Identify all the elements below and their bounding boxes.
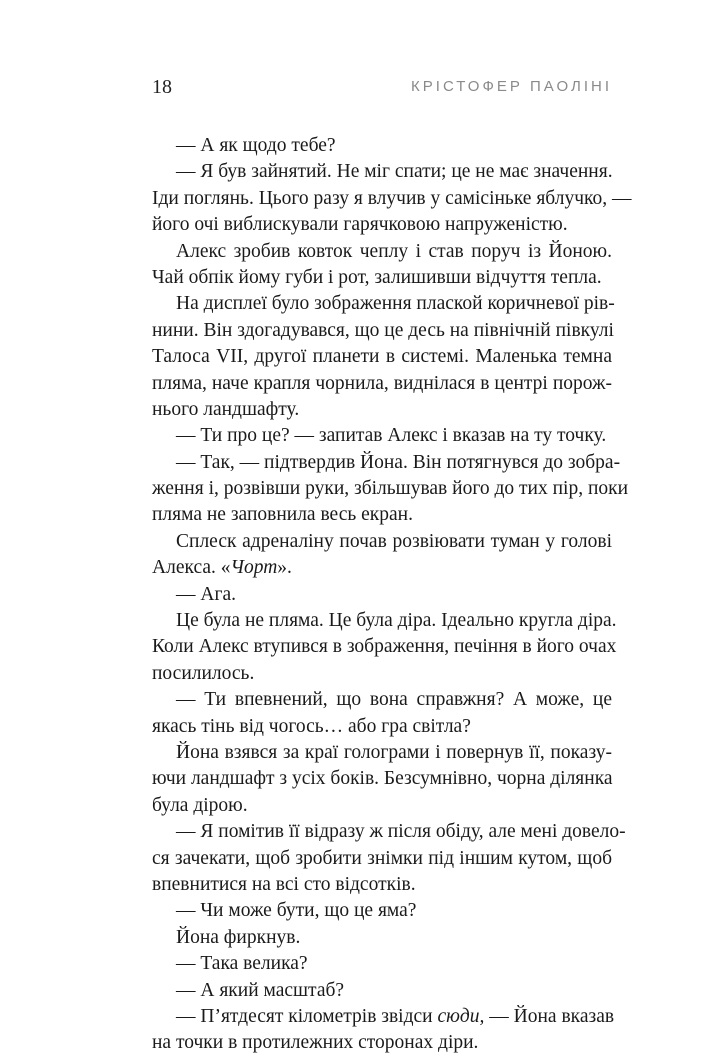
text-line: — Ти про це? — запитав Алекс і вказав на ту точку.: [176, 425, 607, 447]
text-segment: ».: [277, 557, 292, 579]
text-line: Алекс зробив ковток чеплу і став поруч із Йоною.: [176, 240, 612, 262]
text-line: його очі виблискували гарячковою напруженістю.: [152, 214, 568, 236]
text-line: була дірою.: [152, 794, 248, 816]
text-line: — А який масштаб?: [176, 979, 345, 1001]
text-segment: Алекса. «: [152, 557, 231, 579]
text-line: — Я помітив її відразу ж після обіду, але мені довело-: [176, 821, 626, 843]
text-line: Йона взявся за краї голограми і повернув її, показу-: [176, 741, 612, 763]
text-segment: — П’ятдесят кілометрів звідси: [176, 1005, 438, 1027]
text-line: — Так, — підтвердив Йона. Він потягнувся до зобра-: [176, 451, 621, 473]
text-line: Йона фиркнув.: [176, 926, 301, 948]
text-line: ючи ландшафт з усіх боків. Безсумнівно, чорна ділянка: [152, 768, 613, 790]
text-line: Коли Алекс втупився в зображення, печіння в його очах: [152, 636, 617, 658]
text-line: на точки в протилежних сторонах діри.: [152, 1032, 479, 1054]
text-line: — Така велика?: [176, 953, 308, 975]
text-line: — А як щодо тебе?: [176, 135, 336, 156]
running-head: [152, 76, 612, 102]
text-line: нього ландшафту.: [152, 398, 300, 420]
text-line: [152, 1004, 615, 1030]
text-line: впевнитися на всі сто відсотків.: [152, 873, 416, 895]
book-author-header: КРІСТОФЕР ПАОЛІНІ: [411, 78, 612, 95]
page-number: 18: [152, 76, 172, 98]
text-line: — Чи може бути, що це яма?: [176, 900, 417, 922]
text-line: На дисплеї було зображення плаской коричневої рів-: [176, 293, 615, 315]
text-line: якась тінь від чогось… або гра світла?: [152, 715, 471, 737]
text-line: — Ага.: [176, 583, 236, 605]
text-line: Талоса VII, другої планети в системі. Маленька темна: [152, 346, 612, 368]
text-line: пляма не заповнила весь екран.: [152, 504, 413, 526]
text-line: ся зачекати, щоб зробити знімки під іншим кутом, щоб: [152, 847, 612, 869]
text-line: — Ти впевнений, що вона справжня? А може, це: [176, 689, 612, 711]
italic-word: сюди,: [437, 1005, 485, 1027]
text-line: пляма, наче крапля чорнила, виднілася в центрі порож-: [152, 372, 612, 394]
italic-word: Чорт: [230, 557, 278, 579]
text-line: — Я був зайнятий. Не міг спати; це не має значення.: [176, 161, 613, 183]
text-line: Сплеск адреналіну почав розвіювати туман у голові: [176, 530, 612, 552]
text-line: нини. Він здогадувався, що це десь на північній півкулі: [152, 319, 614, 341]
text-line: [152, 555, 612, 581]
text-line: ження і, розвівши руки, збільшував його до тих пір, поки: [152, 478, 629, 500]
text-line: посилилось.: [152, 662, 255, 684]
text-line: Чай обпік йому губи і рот, залишивши відчуття тепла.: [152, 266, 602, 288]
text-line: Іди поглянь. Цього разу я влучив у самісіньке яблучко, —: [152, 187, 632, 209]
text-line: Це була не пляма. Це була діра. Ідеально кругла діра.: [176, 610, 617, 632]
text-segment: — Йона вказав: [484, 1005, 615, 1027]
body-text: [152, 133, 632, 1057]
